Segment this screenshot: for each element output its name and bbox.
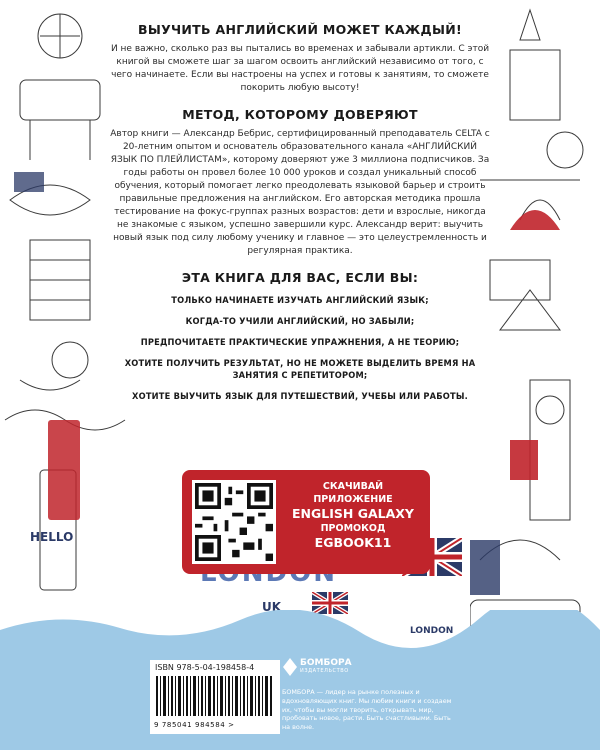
list-item: ТОЛЬКО НАЧИНАЕТЕ ИЗУЧАТЬ АНГЛИЙСКИЙ ЯЗЫК; [171, 295, 429, 306]
audience-list [110, 295, 490, 403]
promo-line1: СКАЧИВАЙ [322, 481, 384, 492]
hello-doodle-text: HELLO [30, 530, 74, 544]
qr-code[interactable] [192, 480, 276, 564]
bombora-logo-icon [283, 658, 297, 676]
description-panel [110, 22, 490, 422]
publisher-description: БОМБОРА — лидер на рынке полезных и вдохновляющих книг. Мы любим книги и создаем их, чтобы вы могли творить, открывать мир, пробовать новое, расти. Быть счастливыми. Быть на волне. [282, 688, 452, 732]
list-item: КОГДА-ТО УЧИЛИ АНГЛИЙСКИЙ, НО ЗАБЫЛИ; [185, 316, 415, 327]
isbn-text: ISBN 978-5-04-198458-4 [155, 663, 255, 672]
promo-code: EGBOOK11 [314, 535, 392, 550]
app-promo-banner [182, 470, 430, 574]
promo-app-name: ENGLISH GALAXY [292, 506, 414, 521]
qr-code-icon [195, 483, 273, 561]
heading-this-book-for-you: ЭТА КНИГА ДЛЯ ВАС, ЕСЛИ ВЫ: [181, 270, 419, 285]
heading-everyone-can: ВЫУЧИТЬ АНГЛИЙСКИЙ МОЖЕТ КАЖДЫЙ! [138, 22, 462, 37]
list-item: ХОТИТЕ ПОЛУЧИТЬ РЕЗУЛЬТАТ, НО НЕ МОЖЕТЕ ВЫДЕЛИТЬ ВРЕМЯ НА ЗАНЯТИЯ С РЕПЕТИТОРОМ; [124, 358, 476, 381]
promo-text [288, 480, 418, 551]
heading-trusted-method: МЕТОД, КОТОРОМУ ДОВЕРЯЮТ [182, 107, 418, 122]
promo-code-label: ПРОМОКОД [320, 523, 386, 534]
list-item: ПРЕДПОЧИТАЕТЕ ПРАКТИЧЕСКИЕ УПРАЖНЕНИЯ, А НЕ ТЕОРИЮ; [140, 337, 460, 348]
uk-doodle-text: UK [262, 600, 282, 614]
list-item: ХОТИТЕ ВЫУЧИТЬ ЯЗЫК ДЛЯ ПУТЕШЕСТВИЙ, УЧЕБЫ ИЛИ РАБОТЫ. [132, 391, 468, 402]
publisher-brand: БОМБОРА [300, 658, 352, 668]
author-paragraph: Автор книги — Александр Бебрис, сертифицированный преподаватель CELTA с 20-летним опытом и основатель образовательного канала «АНГЛИЙСКИЙ ЯЗЫК ПО ПЛЕЙЛИСТАМ», которому доверяют уже 3 миллиона подписчиков. За годы работы он провел более 10 000 уроков и создал уникальный способ обучения, который помогает легко преодолевать языковой барьер и строить правильные предложения на английском. Его авторская методика прошла тестирование на фокус-группах разных возрастов: дети и взрослые, никогда не знакомые с языком, успешно завершили курс. Александр верит: выучить новый язык под силу любому ученику и главное — это целеустремленность и регулярная практика. [110, 129, 490, 256]
barcode-icon [156, 676, 274, 716]
barcode-number: 9 785041 984584 > [154, 721, 235, 729]
intro-paragraph: И не важно, сколько раз вы пытались во временах и забывали артикли. С этой книгой вы сможете шаг за шагом освоить английский независимо от того, с чего начинаете. Если вы настроены на успех и готовы к занятиям, то сможете покорить любую высоту! [110, 44, 490, 93]
publisher-brand-subtitle: ИЗДАТЕЛЬСТВО [300, 668, 349, 674]
promo-line2: ПРИЛОЖЕНИЕ [313, 494, 393, 505]
london-small-doodle-text: LONDON [410, 626, 454, 636]
